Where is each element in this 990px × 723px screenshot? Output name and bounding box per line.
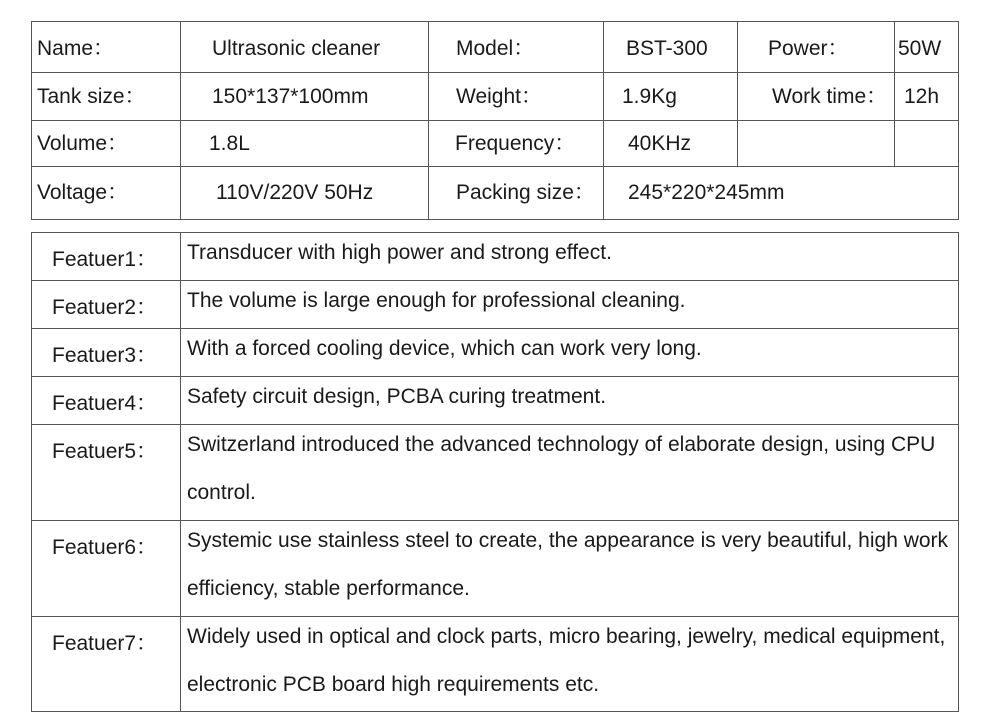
weight-label: Weight： <box>456 85 542 108</box>
spec-col-divider <box>180 22 181 219</box>
feature-text: With a forced cooling device, which can work very long. <box>187 337 702 360</box>
tank-size-value: 150*137*100mm <box>212 85 369 108</box>
volume-label: Volume： <box>37 132 129 155</box>
feature-text: Widely used in optical and clock parts, micro bearing, jewelry, medical equipment, electronic PCB board high requirements etc. <box>187 625 946 696</box>
feature-text: Switzerland introduced the advanced technology of elaborate design, using CPU control. <box>187 433 936 504</box>
power-value: 50W <box>898 37 942 60</box>
feature-label: Featuer6： <box>52 536 158 559</box>
feature-label: Featuer5： <box>52 440 158 463</box>
feature-col-divider <box>180 425 181 520</box>
model-label: Model： <box>456 37 535 60</box>
feature-label: Featuer7： <box>52 632 158 655</box>
spec-col-divider <box>894 22 895 166</box>
feature-text: Transducer with high power and strong effect. <box>187 241 612 264</box>
frequency-value: 40KHz <box>628 132 692 155</box>
feature-row <box>32 521 958 617</box>
volume-value: 1.8L <box>209 132 250 155</box>
spec-col-divider <box>603 22 604 219</box>
feature-text: Systemic use stainless steel to create, the appearance is very beautiful, high work efficiency, stable performance. <box>187 529 949 600</box>
feature-label: Featuer3： <box>52 344 158 367</box>
frequency-label: Frequency： <box>455 132 576 155</box>
spec-col-divider <box>428 22 429 219</box>
feature-table <box>31 232 959 712</box>
feature-row <box>32 281 958 329</box>
name-value: Ultrasonic cleaner <box>212 37 381 60</box>
spec-row-divider <box>32 166 958 167</box>
feature-row <box>32 425 958 521</box>
feature-row <box>32 617 958 711</box>
spec-row-divider <box>32 120 958 121</box>
model-value: BST-300 <box>626 37 708 60</box>
feature-label: Featuer1： <box>52 248 158 271</box>
power-label: Power： <box>768 37 849 60</box>
work-time-value: 12h <box>904 85 940 108</box>
feature-label: Featuer4： <box>52 392 158 415</box>
spec-col-divider <box>737 22 738 166</box>
feature-col-divider <box>180 281 181 328</box>
spec-table <box>31 21 959 220</box>
feature-col-divider <box>180 329 181 376</box>
packing-size-value: 245*220*245mm <box>628 181 785 204</box>
feature-text: Safety circuit design, PCBA curing treatment. <box>187 385 607 408</box>
feature-row <box>32 329 958 377</box>
voltage-value: 110V/220V 50Hz <box>216 181 374 204</box>
packing-size-label: Packing size： <box>456 181 595 204</box>
feature-text: The volume is large enough for professional cleaning. <box>187 289 686 312</box>
spec-row-divider <box>32 72 958 73</box>
feature-col-divider <box>180 521 181 616</box>
feature-col-divider <box>180 617 181 711</box>
voltage-label: Voltage： <box>37 181 129 204</box>
feature-row <box>32 233 958 281</box>
feature-col-divider <box>180 233 181 280</box>
feature-col-divider <box>180 377 181 424</box>
weight-value: 1.9Kg <box>622 85 677 108</box>
name-label: Name： <box>37 37 115 60</box>
feature-label: Featuer2： <box>52 296 158 319</box>
tank-size-label: Tank size： <box>37 85 146 108</box>
feature-row <box>32 377 958 425</box>
work-time-label: Work time： <box>772 85 888 108</box>
